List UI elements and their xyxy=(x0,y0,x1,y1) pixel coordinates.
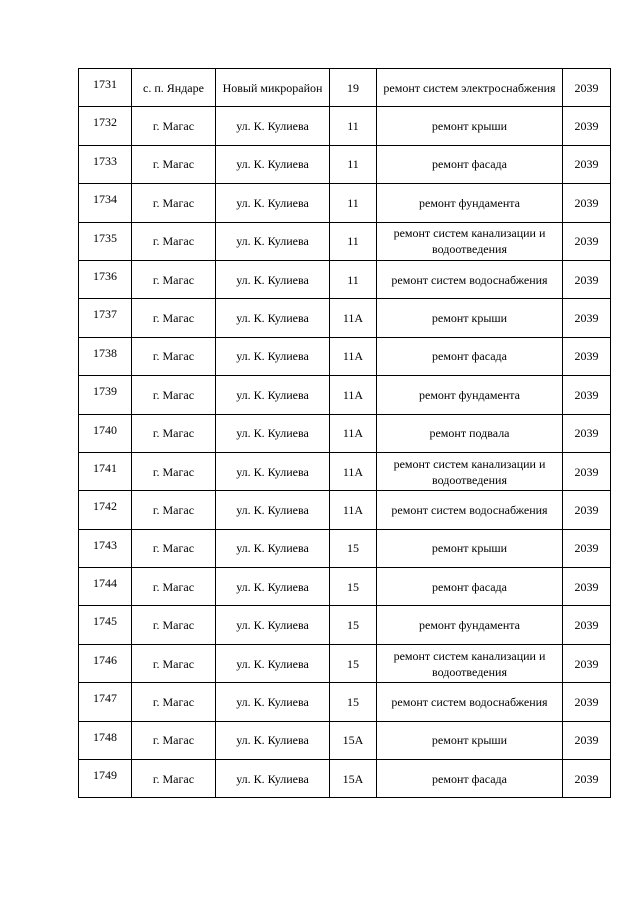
house-number-cell: 11А xyxy=(330,299,377,337)
house-number-cell: 11 xyxy=(330,184,377,222)
table-row xyxy=(79,606,611,644)
row-number-cell: 1731 xyxy=(79,69,132,107)
year-cell: 2039 xyxy=(563,69,611,107)
settlement-cell: г. Магас xyxy=(132,184,216,222)
work-type-cell: ремонт систем водоснабжения xyxy=(377,491,563,529)
street-cell: ул. К. Кулиева xyxy=(216,452,330,490)
work-type-cell: ремонт систем канализации и водоотведения xyxy=(377,452,563,490)
house-number-cell: 15 xyxy=(330,644,377,682)
row-number-cell: 1742 xyxy=(79,491,132,529)
work-type-cell: ремонт крыши xyxy=(377,529,563,567)
year-cell: 2039 xyxy=(563,337,611,375)
table-row xyxy=(79,299,611,337)
settlement-cell: с. п. Яндаре xyxy=(132,69,216,107)
table-row xyxy=(79,376,611,414)
row-number-cell: 1749 xyxy=(79,760,132,798)
row-number-cell: 1747 xyxy=(79,683,132,721)
work-type-cell: ремонт фундамента xyxy=(377,606,563,644)
row-number-cell: 1746 xyxy=(79,644,132,682)
settlement-cell: г. Магас xyxy=(132,606,216,644)
street-cell: ул. К. Кулиева xyxy=(216,337,330,375)
year-cell: 2039 xyxy=(563,414,611,452)
house-number-cell: 15 xyxy=(330,529,377,567)
street-cell: ул. К. Кулиева xyxy=(216,568,330,606)
street-cell: ул. К. Кулиева xyxy=(216,145,330,183)
table-row xyxy=(79,721,611,759)
settlement-cell: г. Магас xyxy=(132,145,216,183)
year-cell: 2039 xyxy=(563,145,611,183)
street-cell: ул. К. Кулиева xyxy=(216,606,330,644)
work-type-cell: ремонт фасада xyxy=(377,568,563,606)
work-type-cell: ремонт систем водоснабжения xyxy=(377,260,563,298)
street-cell: ул. К. Кулиева xyxy=(216,529,330,567)
year-cell: 2039 xyxy=(563,721,611,759)
house-number-cell: 11 xyxy=(330,222,377,260)
year-cell: 2039 xyxy=(563,376,611,414)
house-number-cell: 11 xyxy=(330,260,377,298)
year-cell: 2039 xyxy=(563,760,611,798)
table-row xyxy=(79,107,611,145)
settlement-cell: г. Магас xyxy=(132,452,216,490)
work-type-cell: ремонт фасада xyxy=(377,145,563,183)
house-number-cell: 15 xyxy=(330,683,377,721)
table-row xyxy=(79,337,611,375)
house-number-cell: 15 xyxy=(330,606,377,644)
settlement-cell: г. Магас xyxy=(132,683,216,721)
street-cell: ул. К. Кулиева xyxy=(216,760,330,798)
work-type-cell: ремонт подвала xyxy=(377,414,563,452)
house-number-cell: 11А xyxy=(330,491,377,529)
work-type-cell: ремонт систем водоснабжения xyxy=(377,683,563,721)
house-number-cell: 15 xyxy=(330,568,377,606)
settlement-cell: г. Магас xyxy=(132,414,216,452)
settlement-cell: г. Магас xyxy=(132,760,216,798)
settlement-cell: г. Магас xyxy=(132,107,216,145)
street-cell: ул. К. Кулиева xyxy=(216,721,330,759)
year-cell: 2039 xyxy=(563,529,611,567)
work-type-cell: ремонт крыши xyxy=(377,721,563,759)
row-number-cell: 1738 xyxy=(79,337,132,375)
row-number-cell: 1733 xyxy=(79,145,132,183)
settlement-cell: г. Магас xyxy=(132,376,216,414)
house-number-cell: 11А xyxy=(330,337,377,375)
row-number-cell: 1736 xyxy=(79,260,132,298)
work-type-cell: ремонт систем канализации и водоотведения xyxy=(377,644,563,682)
table-row xyxy=(79,260,611,298)
street-cell: ул. К. Кулиева xyxy=(216,107,330,145)
year-cell: 2039 xyxy=(563,491,611,529)
street-cell: ул. К. Кулиева xyxy=(216,683,330,721)
house-number-cell: 11А xyxy=(330,452,377,490)
street-cell: Новый микрорайон xyxy=(216,69,330,107)
table-row xyxy=(79,568,611,606)
work-type-cell: ремонт крыши xyxy=(377,107,563,145)
year-cell: 2039 xyxy=(563,299,611,337)
row-number-cell: 1737 xyxy=(79,299,132,337)
settlement-cell: г. Магас xyxy=(132,529,216,567)
work-type-cell: ремонт фасада xyxy=(377,337,563,375)
street-cell: ул. К. Кулиева xyxy=(216,376,330,414)
table-row xyxy=(79,184,611,222)
street-cell: ул. К. Кулиева xyxy=(216,222,330,260)
house-number-cell: 11А xyxy=(330,376,377,414)
row-number-cell: 1743 xyxy=(79,529,132,567)
house-number-cell: 19 xyxy=(330,69,377,107)
year-cell: 2039 xyxy=(563,568,611,606)
table-row xyxy=(79,491,611,529)
work-type-cell: ремонт крыши xyxy=(377,299,563,337)
year-cell: 2039 xyxy=(563,222,611,260)
row-number-cell: 1745 xyxy=(79,606,132,644)
table-row xyxy=(79,529,611,567)
work-type-cell: ремонт систем канализации и водоотведения xyxy=(377,222,563,260)
year-cell: 2039 xyxy=(563,452,611,490)
settlement-cell: г. Магас xyxy=(132,222,216,260)
row-number-cell: 1740 xyxy=(79,414,132,452)
street-cell: ул. К. Кулиева xyxy=(216,414,330,452)
settlement-cell: г. Магас xyxy=(132,299,216,337)
year-cell: 2039 xyxy=(563,107,611,145)
settlement-cell: г. Магас xyxy=(132,721,216,759)
table-row xyxy=(79,452,611,490)
row-number-cell: 1732 xyxy=(79,107,132,145)
row-number-cell: 1748 xyxy=(79,721,132,759)
house-number-cell: 11 xyxy=(330,107,377,145)
row-number-cell: 1735 xyxy=(79,222,132,260)
table-row xyxy=(79,222,611,260)
house-number-cell: 15А xyxy=(330,721,377,759)
table-body xyxy=(79,69,611,798)
row-number-cell: 1744 xyxy=(79,568,132,606)
street-cell: ул. К. Кулиева xyxy=(216,184,330,222)
settlement-cell: г. Магас xyxy=(132,260,216,298)
table-row xyxy=(79,145,611,183)
house-number-cell: 11А xyxy=(330,414,377,452)
street-cell: ул. К. Кулиева xyxy=(216,260,330,298)
row-number-cell: 1734 xyxy=(79,184,132,222)
street-cell: ул. К. Кулиева xyxy=(216,299,330,337)
work-type-cell: ремонт фундамента xyxy=(377,376,563,414)
street-cell: ул. К. Кулиева xyxy=(216,491,330,529)
year-cell: 2039 xyxy=(563,260,611,298)
house-number-cell: 15А xyxy=(330,760,377,798)
work-type-cell: ремонт систем электроснабжения xyxy=(377,69,563,107)
year-cell: 2039 xyxy=(563,184,611,222)
table-row xyxy=(79,683,611,721)
table-row xyxy=(79,644,611,682)
row-number-cell: 1741 xyxy=(79,452,132,490)
work-type-cell: ремонт фундамента xyxy=(377,184,563,222)
work-type-cell: ремонт фасада xyxy=(377,760,563,798)
table-row xyxy=(79,414,611,452)
house-number-cell: 11 xyxy=(330,145,377,183)
table-row xyxy=(79,760,611,798)
table-row xyxy=(79,69,611,107)
settlement-cell: г. Магас xyxy=(132,568,216,606)
settlement-cell: г. Магас xyxy=(132,491,216,529)
year-cell: 2039 xyxy=(563,644,611,682)
row-number-cell: 1739 xyxy=(79,376,132,414)
street-cell: ул. К. Кулиева xyxy=(216,644,330,682)
year-cell: 2039 xyxy=(563,683,611,721)
settlement-cell: г. Магас xyxy=(132,337,216,375)
year-cell: 2039 xyxy=(563,606,611,644)
repair-schedule-table xyxy=(78,68,611,798)
settlement-cell: г. Магас xyxy=(132,644,216,682)
